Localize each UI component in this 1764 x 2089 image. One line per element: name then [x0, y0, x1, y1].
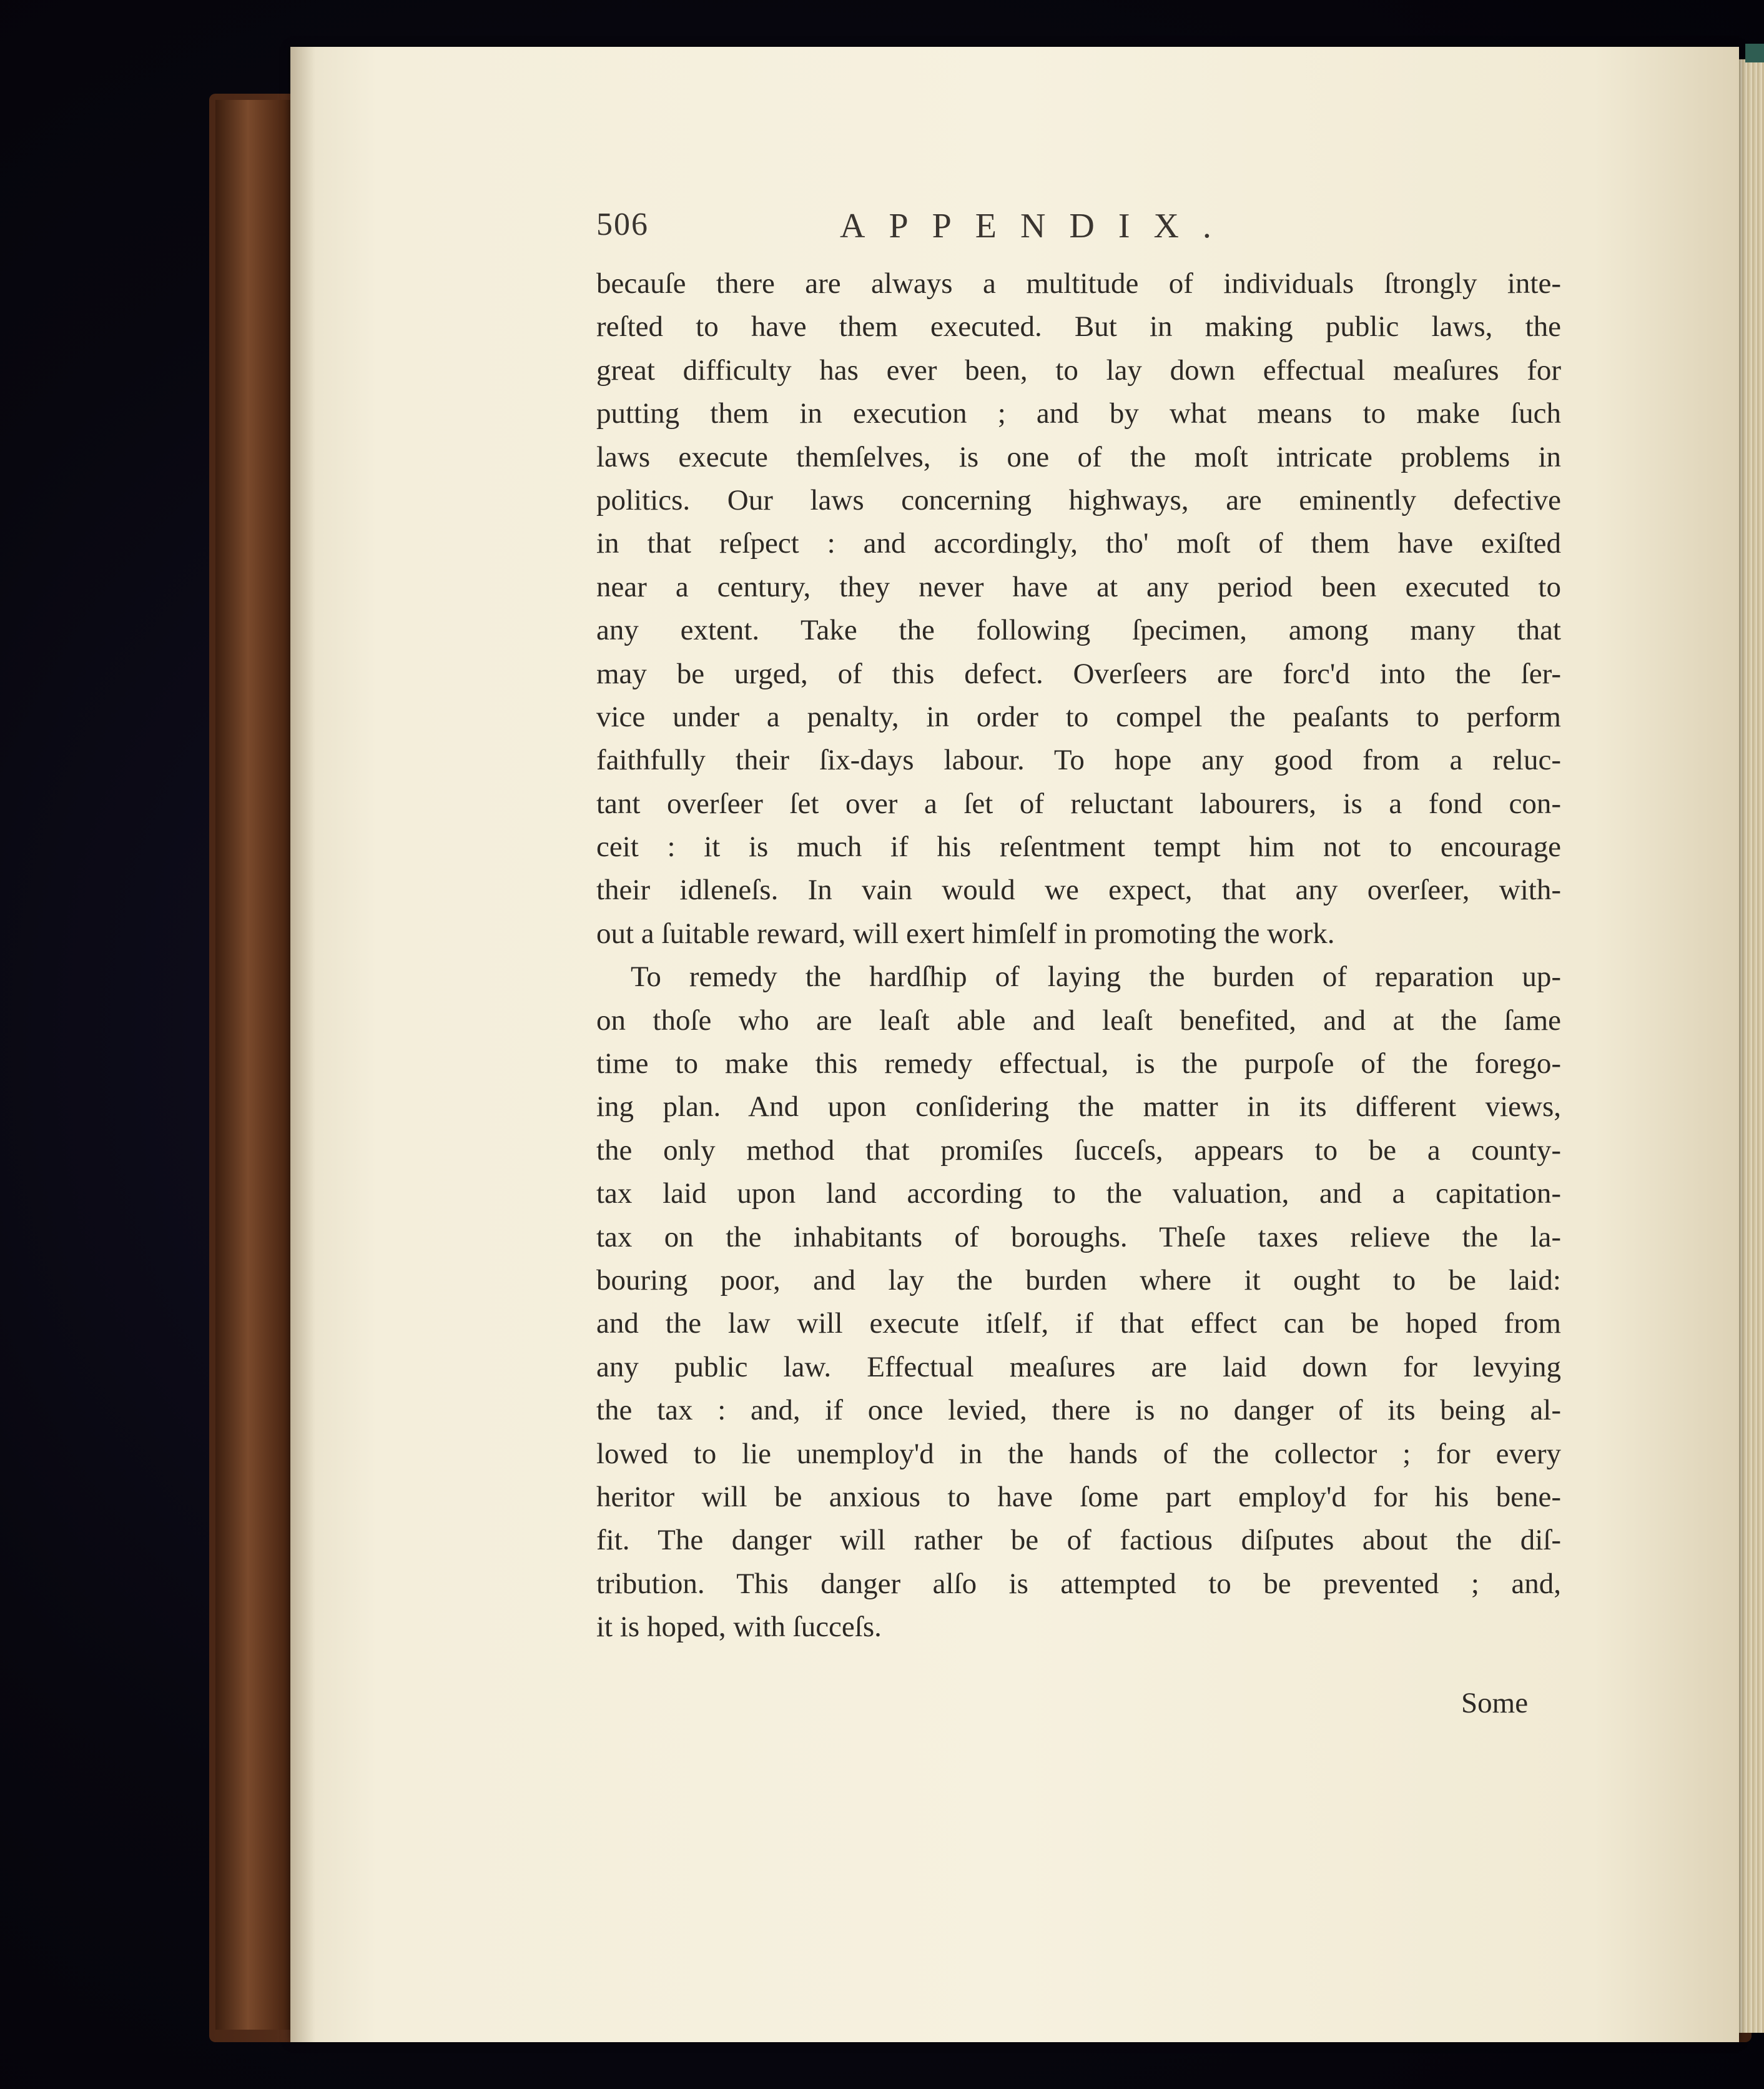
text-line: tax laid upon land according to the valuation, and a capitation- [596, 1177, 1561, 1210]
text-line: fit. The danger will rather be of factious diſputes about the diſ- [596, 1524, 1561, 1557]
text-line: vice under a penalty, in order to compel the peaſants to perform [596, 700, 1561, 733]
running-head-title: APPENDIX. [840, 207, 1235, 245]
body-text [596, 262, 1561, 1649]
text-line: on thoſe who are leaſt able and leaſt benefited, and at the ſame [596, 1004, 1561, 1037]
text-line: tant overſeer ſet over a ſet of reluctant labourers, is a fond con- [596, 787, 1561, 820]
text-line: and the law will execute itſelf, if that effect can be hoped from [596, 1307, 1561, 1340]
text-line: in that reſpect : and accordingly, tho' moſt of them have exiſted [596, 527, 1561, 560]
text-line: any extent. Take the following ſpecimen, among many that [596, 614, 1561, 647]
text-line: ceit : it is much if his reſentment tempt him not to encourage [596, 831, 1561, 864]
text-line: heritor will be anxious to have ſome part employ'd for his bene- [596, 1480, 1561, 1513]
book-spine-edge [215, 100, 297, 2030]
text-line: ing plan. And upon conſidering the matter in its different views, [596, 1090, 1561, 1124]
running-head [596, 206, 1346, 256]
text-line: tribution. This danger alſo is attempted to be prevented ; and, [596, 1567, 1561, 1600]
text-line: the only method that promiſes ſucceſs, appears to be a county- [596, 1133, 1561, 1167]
text-line: any public law. Effectual meaſures are laid down for levying [596, 1350, 1561, 1383]
text-line: To remedy the hardſhip of laying the burden of reparation up- [631, 961, 1561, 994]
text-line: the tax : and, if once levied, there is no danger of its being al- [596, 1394, 1561, 1427]
text-line: becauſe there are always a multitude of individuals ſtrongly inte- [596, 267, 1561, 300]
text-line: reſted to have them executed. But in making public laws, the [596, 310, 1561, 343]
text-line: time to make this remedy effectual, is the purpoſe of the forego- [596, 1047, 1561, 1080]
text-line: their idleneſs. In vain would we expect, that any overſeer, with- [596, 874, 1561, 907]
text-line: tax on the inhabitants of boroughs. Theſe taxes relieve the la- [596, 1220, 1561, 1253]
text-line: lowed to lie unemploy'd in the hands of the collector ; for every [596, 1437, 1561, 1470]
text-line: faithfully their ſix-days labour. To hope any good from a reluc- [596, 744, 1561, 777]
page-number: 506 [596, 207, 649, 242]
text-line: bouring poor, and lay the burden where it ought to be laid: [596, 1263, 1561, 1296]
text-line: near a century, they never have at any period been executed to [596, 570, 1561, 603]
catchword: Some [1461, 1687, 1529, 1719]
text-line: putting them in execution ; and by what means to make ſuch [596, 397, 1561, 430]
text-line: laws execute themſelves, is one of the moſt intricate problems in [596, 440, 1561, 473]
text-line: great difficulty has ever been, to lay down effectual meaſures for [596, 353, 1561, 387]
bookmark-tab [1745, 44, 1764, 62]
text-line: it is hoped, with ſucceſs. [596, 1611, 882, 1644]
text-line: politics. Our laws concerning highways, are eminently defective [596, 483, 1561, 516]
text-line: may be urged, of this defect. Overſeers are forc'd into the ſer- [596, 657, 1561, 690]
page-gutter-shadow [290, 47, 315, 2042]
text-line: out a ſuitable reward, will exert himſelf in promoting the work. [596, 917, 1335, 950]
